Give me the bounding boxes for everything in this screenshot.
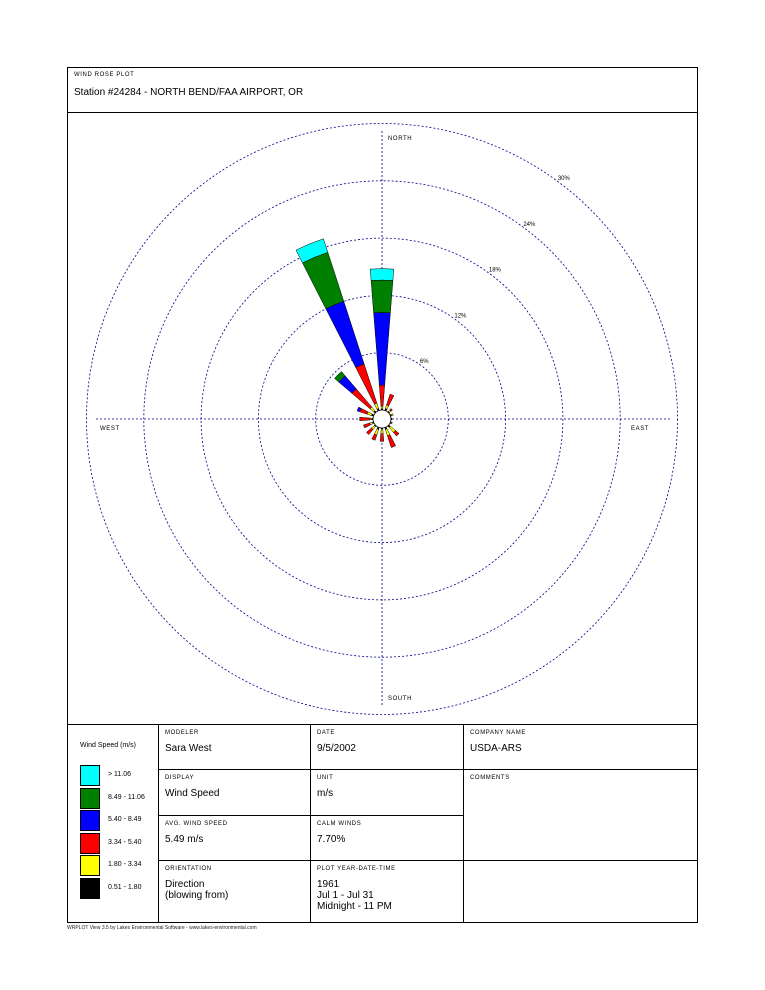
wedge-wnw-bin-1 [367,412,372,416]
legend-swatch [80,878,100,899]
plot-type-label: WIND ROSE PLOT [74,72,135,78]
legend-label: 0.51 - 1.80 [108,883,142,891]
wedge-n-bin-4 [371,280,393,313]
legend-swatch [80,788,100,809]
wedge-wnw-bin-2 [360,408,368,414]
date-cell [311,725,463,769]
wind-rose-area [67,112,698,725]
compass-east: EAST [631,426,650,432]
legend-label: 1.80 - 3.34 [108,861,142,868]
calm-winds-label: CALM WINDS [317,821,362,827]
ring-label: 12% [454,313,467,320]
calm-winds-value: 7.70% [317,834,346,845]
wedge-se-bin-1 [389,426,395,432]
wedge-s-bin-1 [381,429,383,434]
wedge-w-bin-1 [370,418,372,420]
avg-speed-value: 5.49 m/s [165,834,204,845]
date-label: DATE [317,730,335,736]
wedge-ssw-bin-1 [374,429,378,435]
wedge-n-bin-5 [370,269,394,281]
compass-west: WEST [100,426,120,432]
unit-label: UNIT [317,775,334,781]
calm-winds-cell [311,816,463,860]
station-title: Station #24284 - NORTH BEND/FAA AIRPORT, OR [74,87,304,98]
unit-value: m/s [317,788,334,799]
plot-time-value: 1961 Jul 1 - Jul 31 Midnight - 11 PM [317,879,392,912]
wedge-n-bin-1 [381,406,383,409]
wedge-w-bin-2 [360,417,371,421]
ring-label: 6% [419,359,429,366]
legend-label: 5.40 - 8.49 [108,816,142,823]
wedge-nnw-bin-4 [302,252,343,308]
company-cell [464,725,697,769]
company-label: COMPANY NAME [470,730,526,736]
legend-swatch [80,833,100,854]
software-credit: WRPLOT View 3.5 by Lakes Environmental Software - www.lakes-environmental.com [67,925,257,931]
unit-cell [311,770,463,815]
calm-circle [373,410,391,428]
info-panel [67,724,698,923]
legend-label: 8.49 - 11.06 [108,793,145,801]
legend-swatch [80,855,100,876]
legend-label: > 11.06 [108,771,132,778]
wedge-nne-bin-2 [387,394,394,406]
ring-labels-group [420,176,571,365]
ring-label: 18% [488,267,501,274]
modeler-cell [159,725,310,769]
orientation-cell [159,861,310,922]
comments-cell [464,770,697,860]
wedge-s-bin-2 [380,434,384,442]
company-value: USDA-ARS [470,743,522,754]
modeler-label: MODELER [165,730,199,736]
wedge-wsw-bin-2 [363,423,370,428]
plot-time-label: PLOT YEAR-DATE-TIME [317,866,396,872]
avg-speed-cell [159,816,310,860]
wedge-nnw-bin-1 [374,403,378,409]
wedge-sse-bin-2 [387,435,395,448]
wedge-n-bin-2 [379,385,384,406]
display-cell [159,770,310,815]
plot-time-cell [311,861,463,922]
legend-title: Wind Speed (m/s) [80,742,137,749]
compass-south: SOUTH [388,696,412,702]
compass-north: NORTH [388,136,413,142]
date-value: 9/5/2002 [317,743,356,754]
legend-label: 3.34 - 5.40 [108,838,142,846]
ring-label: 24% [523,221,536,228]
legend-swatch [80,765,100,786]
orientation-value: Direction (blowing from) [165,879,229,901]
comments-label: COMMENTS [470,775,510,781]
wedge-sw-bin-2 [366,428,373,435]
plot-header [67,67,698,113]
avg-speed-label: AVG. WIND SPEED [165,821,228,827]
wedge-n-bin-3 [374,313,391,386]
wedge-nnw-bin-3 [326,301,364,367]
orientation-label: ORIENTATION [165,866,212,872]
display-label: DISPLAY [165,775,195,781]
display-value: Wind Speed [165,788,220,799]
wedge-sse-bin-1 [385,429,390,436]
legend-swatch [80,810,100,831]
wind-rose-chart [68,113,699,726]
ring-label: 30% [557,176,570,183]
modeler-value: Sara West [165,743,212,754]
